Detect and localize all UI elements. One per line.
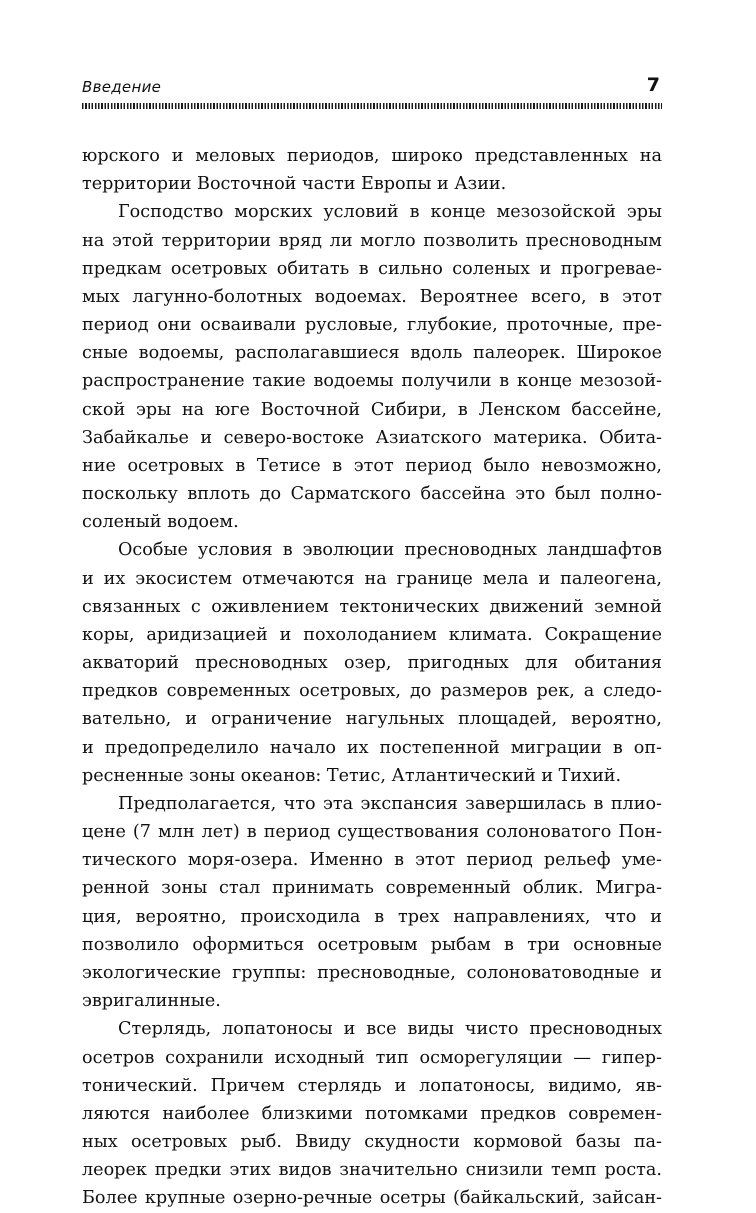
text-line: осетров сохранили исходный тип осморегуляции — гипер- — [82, 1047, 662, 1068]
text-line: Предполагается, что эта экспансия завершилась в плио- — [118, 793, 662, 814]
text-line: позволило оформиться осетровым рыбам в три основные — [82, 934, 662, 955]
text-line: Стерлядь, лопатоносы и все виды чисто пресноводных — [118, 1019, 662, 1040]
text-line: тонический. Причем стерлядь и лопатоносы, видимо, яв- — [82, 1075, 662, 1096]
text-line: акваторий пресноводных озер, пригодных для обитания — [82, 653, 662, 674]
running-head — [82, 74, 662, 100]
text-line: связанных с оживлением тектонических движений земной — [82, 596, 662, 617]
header-dotted-rule — [82, 103, 662, 109]
book-page — [82, 0, 662, 1209]
text-line: цене (7 млн лет) в период существования солоноватого Пон- — [82, 822, 662, 843]
text-line: ных осетровых рыб. Ввиду скудности кормовой базы па- — [82, 1132, 662, 1153]
section-title: Введение — [82, 78, 162, 96]
text-line: юрского и меловых периодов, широко представленных на — [82, 146, 662, 166]
text-line: предкам осетровых обитать в сильно соленых и прогревае- — [82, 258, 662, 279]
text-line: сные водоемы, располагавшиеся вдоль палеорек. Широкое — [82, 343, 662, 364]
body-text — [82, 142, 662, 1213]
text-line: на этой территории вряд ли могло позволить пресноводным — [82, 230, 662, 251]
text-line: и предопределило начало их постепенной миграции в оп- — [82, 737, 662, 758]
text-line: леорек предки этих видов значительно снизили темп роста. — [82, 1160, 662, 1181]
text-line: и их экосистем отмечаются на границе мела и палеогена, — [82, 568, 662, 589]
text-line: ренной зоны стал принимать современный облик. Мигра- — [82, 878, 662, 899]
text-line: Более крупные озерно-речные осетры (байкальский, зайсан- — [82, 1188, 662, 1209]
text-line: эвригалинные. — [82, 991, 221, 1012]
text-line: вательно, и ограничение нагульных площадей, вероятно, — [82, 709, 662, 730]
text-line: ляются наиболее близкими потомками предков современ- — [82, 1103, 662, 1124]
text-line: ской эры на юге Восточной Сибири, в Ленском бассейне, — [82, 399, 662, 420]
text-line: мых лагунно-болотных водоемах. Вероятнее всего, в этот — [82, 286, 662, 307]
text-line: поскольку вплоть до Сарматского бассейна это был полно- — [82, 484, 662, 505]
text-line: тического моря-озера. Именно в этот период рельеф уме- — [82, 850, 662, 871]
text-line: предков современных осетровых, до размеров рек, а следо- — [82, 681, 662, 702]
text-line: коры, аридизацией и похолоданием климата. Сокращение — [82, 624, 662, 645]
text-line: Забайкалье и северо-востоке Азиатского материка. Обита- — [82, 427, 662, 448]
text-line: Особые условия в эволюции пресноводных ландшафтов — [118, 540, 662, 561]
text-line: ние осетровых в Тетисе в этот период было невозможно, — [82, 455, 662, 476]
text-line: территории Восточной части Европы и Азии. — [82, 174, 507, 195]
text-line: соленый водоем. — [82, 512, 239, 533]
text-line: ция, вероятно, происходила в трех направлениях, что и — [82, 906, 662, 927]
text-line: ресненные зоны океанов: Тетис, Атлантический и Тихий. — [82, 765, 622, 786]
text-line: распространение такие водоемы получили в конце мезозой- — [82, 371, 662, 392]
page-number: 7 — [646, 74, 660, 96]
text-line: период они осваивали русловые, глубокие, проточные, пре- — [82, 315, 662, 336]
text-line: экологические группы: пресноводные, солоноватоводные и — [82, 962, 662, 983]
text-line: Господство морских условий в конце мезозойской эры — [118, 202, 662, 223]
